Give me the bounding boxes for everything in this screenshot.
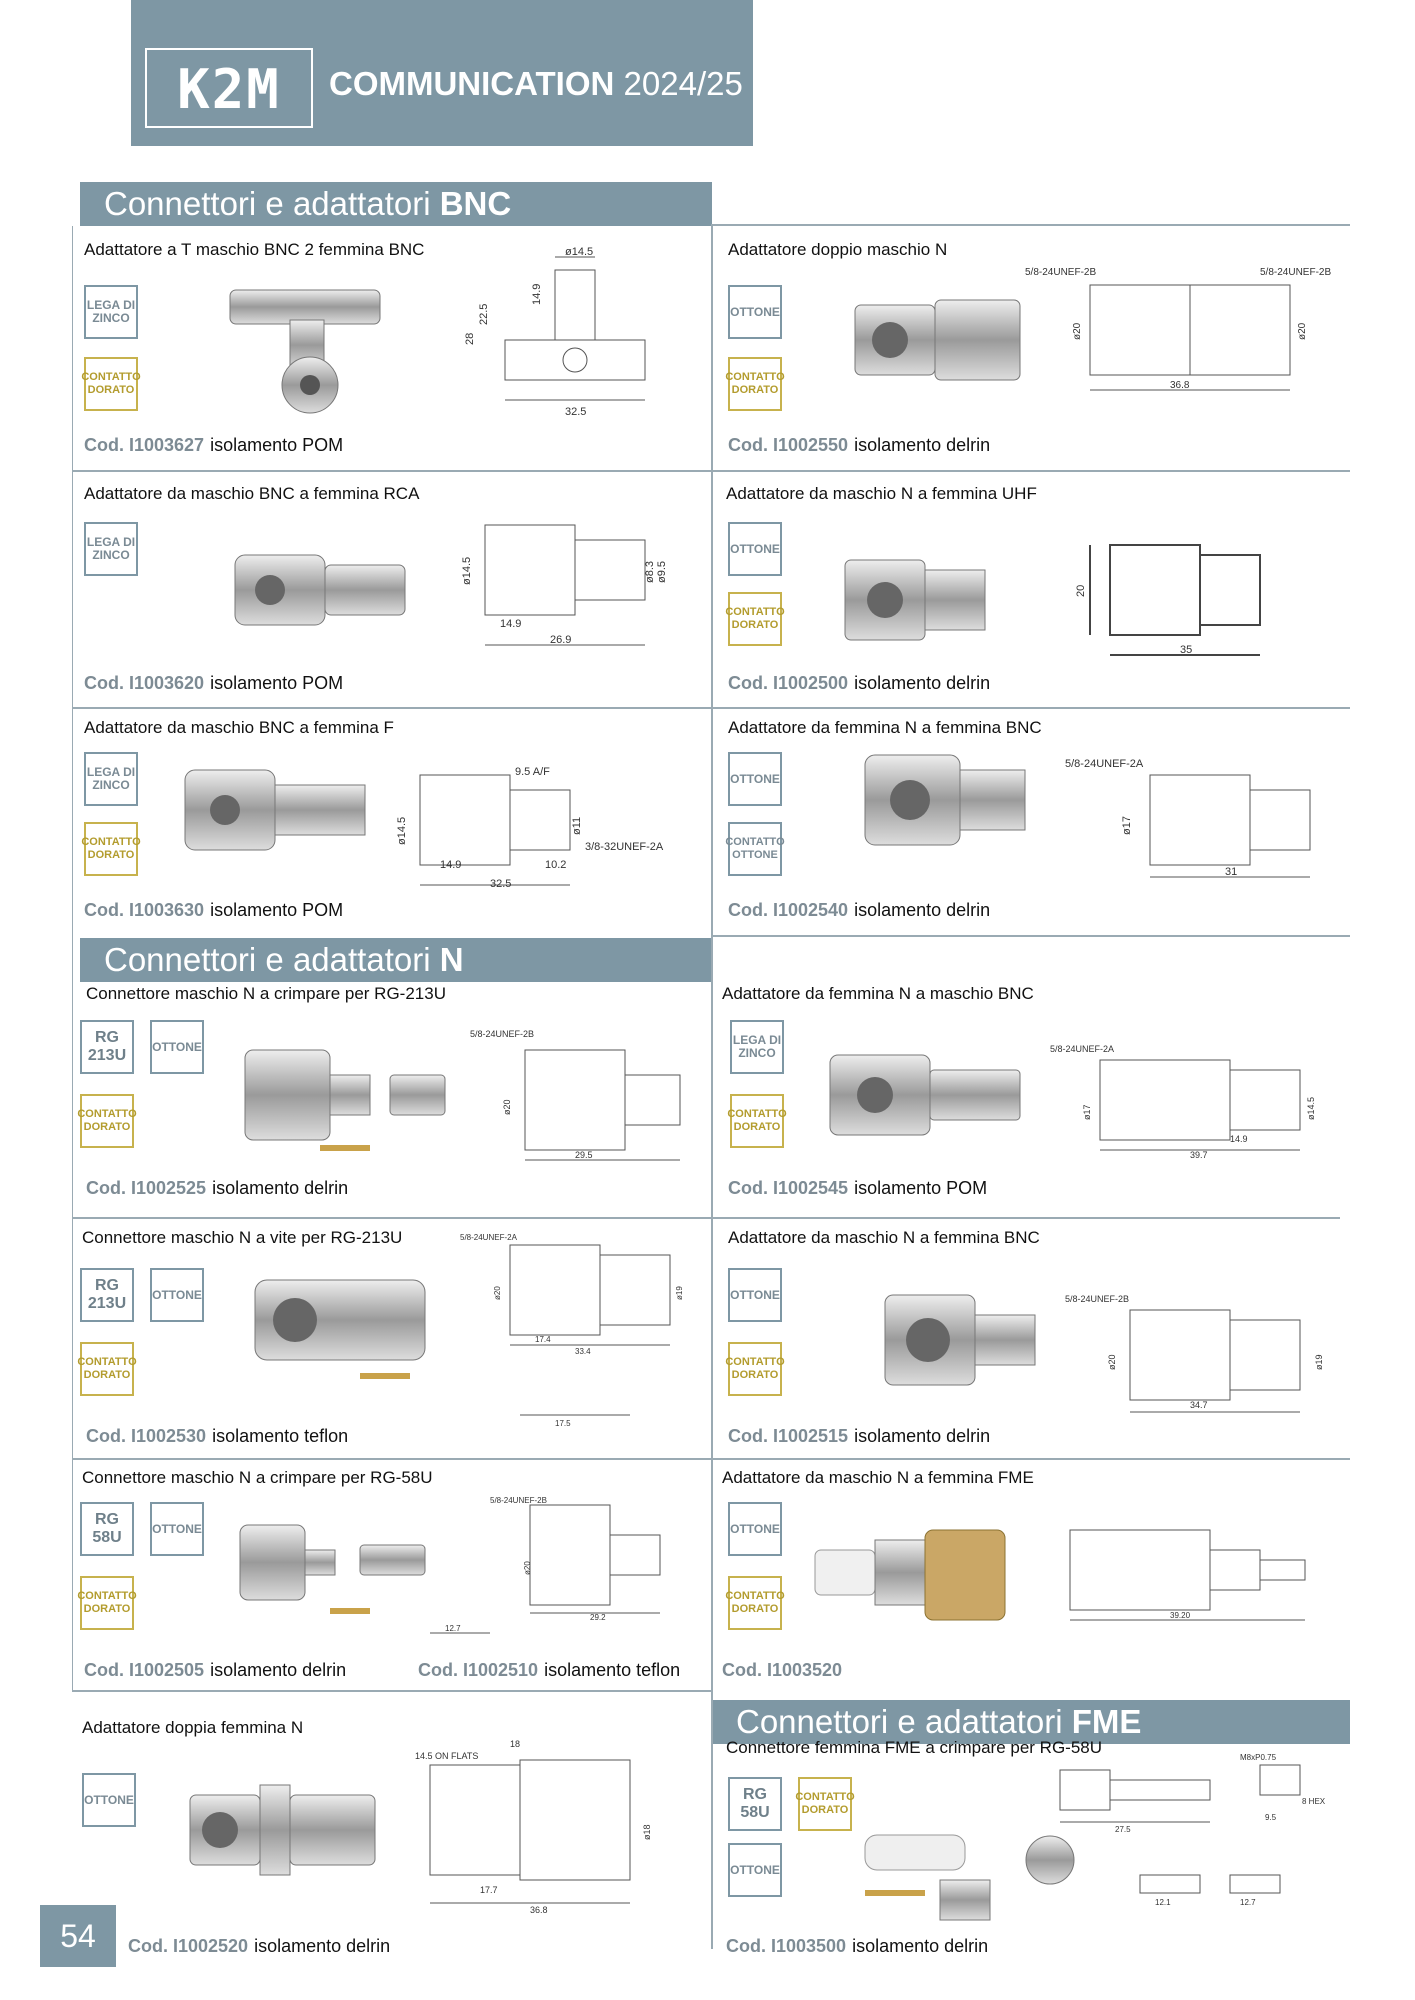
dim-label: 5/8-24UNEF-2A [1065,758,1144,770]
n-bnc-female-photo [860,745,1030,855]
page-number: 54 [40,1905,116,1967]
dim-label: 17.5 [555,1419,571,1428]
badge-ottone: OTTONE [728,285,782,339]
badge-lega-di-zinco: LEGA DI ZINCO [84,285,138,339]
badge-contatto-dorato: CONTATTO DORATO [728,1342,782,1396]
bnc-f-drawing [395,765,695,895]
badge-contatto-dorato: CONTATTO DORATO [80,1576,134,1630]
dim-label: 22.5 [478,303,490,325]
product-code: Cod. I1003620 isolamento POM [84,673,344,693]
badge-ottone: OTTONE [728,752,782,806]
t-adapter-photo [210,270,400,420]
dim-label: 5/8-24UNEF-2B [1025,267,1097,278]
divider [72,1690,712,1692]
double-male-n-drawing [1020,260,1350,400]
dim-label: ø14.5 [1306,1096,1316,1120]
badge-ottone: OTTONE [150,1268,204,1322]
dim-label: ø20 [493,1286,502,1300]
dim-label: 20 [1075,584,1087,597]
dim-label: 10.2 [545,859,567,871]
dim-label: 12.7 [445,1624,461,1633]
n-crimp-58-photo [235,1520,430,1620]
dim-label: 33.4 [575,1347,591,1356]
product-title: Connettore maschio N a vite per RG-213U [82,1228,403,1247]
dim-label: 9.5 A/F [515,766,550,778]
product-title: Adattatore da maschio BNC a femmina F [84,718,394,737]
product-title: Adattatore da maschio N a femmina UHF [726,484,1037,503]
dim-label: ø20 [1107,1354,1117,1370]
product-code-alt: Cod. I1002510 isolamento teflon [418,1660,681,1680]
k2m-logo: K2M [145,48,313,128]
section-fme: Connettori e adattatori FME [712,1700,1350,1744]
product-title: Connettore maschio N a crimpare per RG-213U [86,984,446,1003]
n-bnc-female-drawing [1060,755,1340,890]
catalog-title: COMMUNICATION 2024/25 [329,65,743,102]
dim-label: ø20 [1297,322,1308,340]
double-female-n-photo [185,1780,385,1880]
product-title: Adattatore da maschio BNC a femmina RCA [84,484,420,503]
dim-label: ø11 [571,816,583,835]
bnc-rca-photo [225,540,415,640]
dim-label: 36.8 [1170,380,1190,391]
dim-label: ø14.5 [461,556,473,585]
badge-contatto-dorato: CONTATTO DORATO [798,1777,852,1831]
dim-label: M8xP0.75 [1240,1753,1277,1762]
dim-label: 5/8-24UNEF-2A [460,1233,517,1242]
product-code: Cod. I1002505 isolamento delrin [84,1660,347,1680]
product-code: Cod. I1002520 isolamento delrin [128,1936,391,1956]
badge-contatto-ottone: CONTATTO OTTONE [728,822,782,876]
product-title: Adattatore a T maschio BNC 2 femmina BNC [84,240,425,259]
divider [72,470,1350,472]
n-crimp-213-photo [240,1045,450,1155]
dim-label: 14.5 ON FLATS [415,1751,479,1761]
dim-label: ø14.5 [565,246,594,258]
dim-label: 17.7 [480,1885,498,1895]
badge-contatto-dorato: CONTATTO DORATO [728,357,782,411]
dim-label: 12.1 [1155,1898,1171,1907]
dim-label: 36.8 [530,1905,548,1915]
header-banner [131,0,753,146]
product-title: Adattatore da maschio N a femmina FME [722,1468,1034,1487]
n-male-bnc-female-photo [880,1290,1040,1390]
dim-label: 14.9 [500,618,522,630]
dim-label: ø17 [1121,816,1133,835]
n-screw-213-photo [250,1275,440,1385]
badge-contatto-dorato: CONTATTO DORATO [84,822,138,876]
dim-label: 26.9 [550,634,572,646]
product-code: Cod. I1003500 isolamento delrin [726,1936,989,1956]
dim-label: 14.9 [440,859,462,871]
product-code: Cod. I1002540 isolamento delrin [728,900,991,920]
product-code: Cod. I1002500 isolamento delrin [728,673,991,693]
dim-label: ø9.5 [656,560,668,583]
section-n: Connettori e adattatori N [80,938,712,982]
product-title: Adattatore doppia femmina N [82,1718,304,1737]
dim-label: 17.4 [535,1335,551,1344]
dim-label: 32.5 [565,406,587,418]
n-crimp-58-drawing [420,1495,700,1640]
divider [72,1217,1340,1219]
dim-label: ø20 [502,1099,512,1115]
product-title: Adattatore da maschio N a femmina BNC [728,1228,1040,1247]
badge-ottone: OTTONE [728,522,782,576]
product-title: Connettore femmina FME a crimpare per RG-58U [726,1738,1103,1757]
n-female-bnc-male-photo [825,1050,1025,1140]
dim-label: 35 [1180,644,1193,656]
n-crimp-213-drawing [465,1025,700,1165]
dim-label: ø17 [1082,1104,1092,1120]
badge-ottone: OTTONE [82,1773,136,1827]
product-code: Cod. I1003520 [722,1660,843,1680]
dim-label: ø19 [675,1286,684,1300]
badge-ottone: OTTONE [150,1502,204,1556]
badge-contatto-dorato: CONTATTO DORATO [80,1094,134,1148]
product-code: Cod. I1003627 isolamento POM [84,435,344,455]
dim-label: 28 [464,332,476,345]
product-title: Connettore maschio N a crimpare per RG-58U [82,1468,433,1487]
dim-label: 29.2 [590,1613,606,1622]
badge-lega-di-zinco: LEGA DI ZINCO [84,522,138,576]
divider [712,935,1350,937]
badge-ottone: OTTONE [728,1502,782,1556]
dim-label: ø18 [642,1824,652,1840]
dim-label: 5/8-24UNEF-2B [1260,267,1332,278]
product-code: Cod. I1002515 isolamento delrin [728,1426,991,1446]
n-male-bnc-female-drawing [1060,1290,1330,1420]
n-uhf-photo [840,555,990,645]
badge-rg213u: RG 213U [80,1268,134,1322]
badge-contatto-dorato: CONTATTO DORATO [730,1094,784,1148]
dim-label: 8 HEX [1302,1797,1326,1806]
dim-label: 5/8-24UNEF-2B [470,1029,535,1039]
product-code: Cod. I1003630 isolamento POM [84,900,344,920]
dim-label: 31 [1225,866,1238,878]
badge-contatto-dorato: CONTATTO DORATO [728,1576,782,1630]
dim-label: 39.7 [1190,1150,1208,1160]
dim-label: 32.5 [490,878,512,890]
dim-label: ø8.3 [644,560,656,583]
dim-label: 14.9 [1230,1134,1248,1144]
double-female-n-drawing [410,1735,670,1915]
divider [72,707,1350,709]
dim-label: 29.5 [575,1150,593,1160]
n-fme-drawing [1060,1520,1330,1630]
fme-crimp-drawing [1040,1750,1330,1920]
dim-label: 34.7 [1190,1400,1208,1410]
dim-label: 9.5 [1265,1813,1277,1822]
n-uhf-drawing [1075,535,1280,665]
dim-label: ø14.5 [396,816,408,845]
badge-rg58u: RG 58U [728,1777,782,1831]
dim-label: 3/8-32UNEF-2A [585,841,664,853]
product-code: Cod. I1002545 isolamento POM [728,1178,988,1198]
badge-rg58u: RG 58U [80,1502,134,1556]
badge-ottone: OTTONE [728,1843,782,1897]
badge-rg213u: RG 213U [80,1020,134,1074]
n-fme-photo [810,1525,1010,1630]
badge-ottone: OTTONE [150,1020,204,1074]
product-code: Cod. I1002550 isolamento delrin [728,435,991,455]
dim-label: 14.9 [531,283,543,305]
dim-label: 5/8-24UNEF-2B [490,1496,547,1505]
badge-contatto-dorato: CONTATTO DORATO [84,357,138,411]
badge-lega-di-zinco: LEGA DI ZINCO [730,1020,784,1074]
dim-label: 27.5 [1115,1825,1131,1834]
section-bnc: Connettori e adattatori BNC [80,182,712,226]
divider [72,1458,1350,1460]
dim-label: 18 [510,1739,521,1749]
product-title: Adattatore da femmina N a maschio BNC [722,984,1034,1003]
badge-lega-di-zinco: LEGA DI ZINCO [84,752,138,806]
dim-label: ø20 [1072,322,1083,340]
n-female-bnc-male-drawing [1050,1040,1320,1160]
dim-label: 5/8-24UNEF-2A [1050,1044,1115,1054]
t-adapter-drawing [465,245,680,425]
divider [712,224,1350,226]
dim-label: ø19 [1314,1354,1324,1370]
product-title: Adattatore doppio maschio N [728,240,948,259]
product-code: Cod. I1002525 isolamento delrin [86,1178,349,1198]
product-title: Adattatore da femmina N a femmina BNC [728,718,1042,737]
badge-contatto-dorato: CONTATTO DORATO [728,592,782,646]
dim-label: ø20 [523,1561,532,1575]
dim-label: 12.7 [1240,1898,1256,1907]
badge-ottone: OTTONE [728,1268,782,1322]
dim-label: 5/8-24UNEF-2B [1065,1294,1130,1304]
double-male-n-photo [850,290,1025,390]
badge-contatto-dorato: CONTATTO DORATO [80,1342,134,1396]
bnc-rca-drawing [455,515,668,655]
bnc-f-photo [180,760,370,860]
dim-label: 39.20 [1170,1611,1191,1620]
product-code: Cod. I1002530 isolamento teflon [86,1426,349,1446]
n-screw-213-drawing [460,1230,700,1430]
left-edge [72,226,73,1691]
